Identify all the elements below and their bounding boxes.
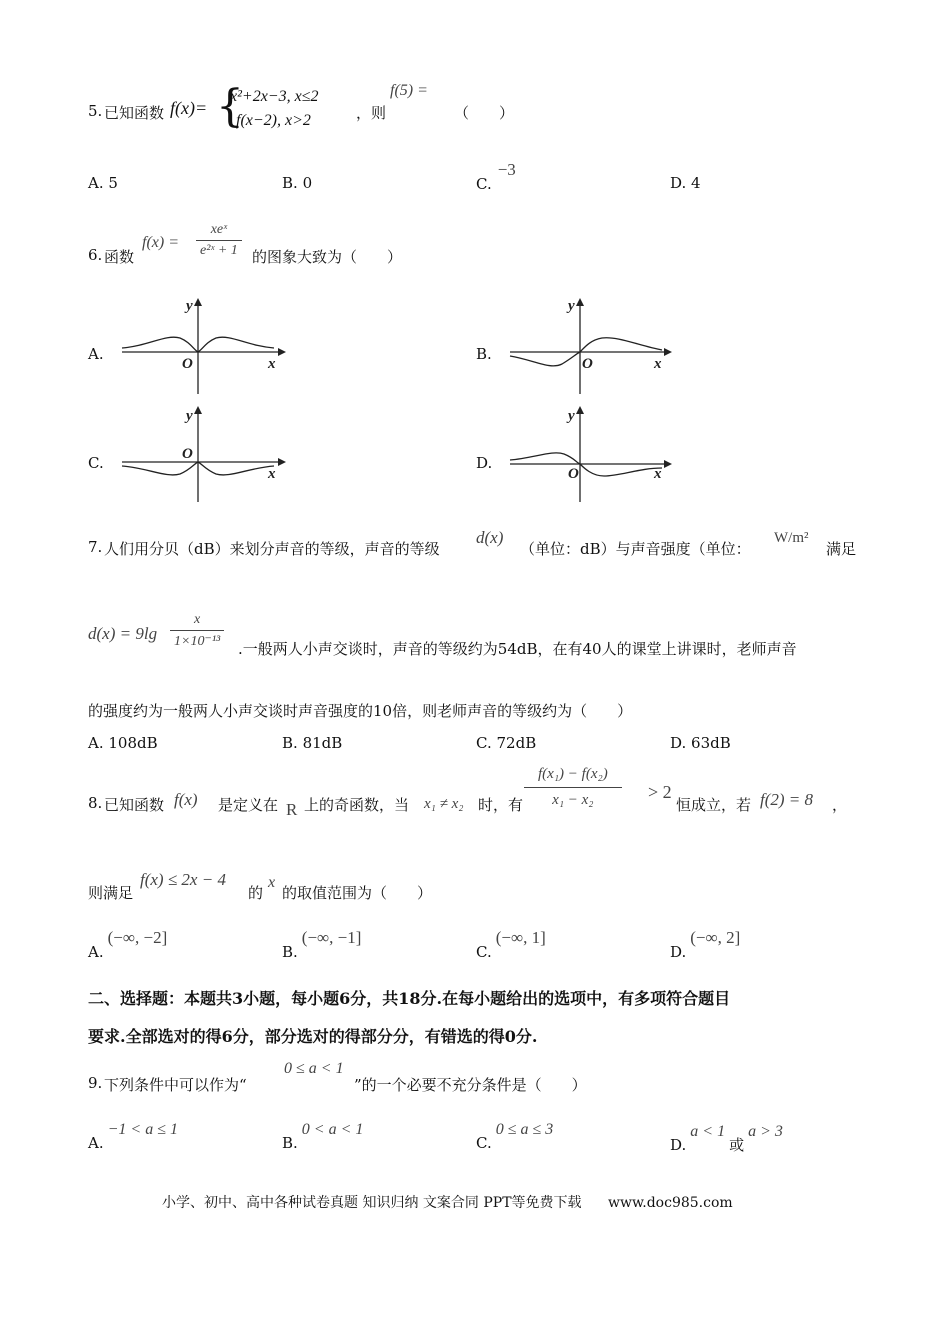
q5-mid: ，则	[356, 104, 387, 122]
q6-graph-d-letter[interactable]: D.	[476, 454, 493, 472]
q7-option-c[interactable]	[476, 734, 536, 752]
origin-label: O	[568, 466, 579, 482]
q7-text2: （单位：dB）与声音强度（单位：	[520, 540, 751, 558]
origin-label: O	[582, 356, 593, 372]
q5-lead: 已知函数	[104, 104, 165, 122]
option-text: (−∞, −2]	[107, 928, 168, 947]
y-label: y	[186, 298, 193, 314]
q5-target: f(5) =	[390, 82, 428, 99]
q6-tail: 的图象大致为（ ）	[252, 248, 403, 266]
q9-text1: 下列条件中可以作为“	[104, 1076, 247, 1094]
y-arrow	[194, 406, 202, 414]
option-or: 或	[729, 1136, 745, 1154]
option-letter: C.	[476, 175, 492, 193]
q8-frac-num: f(x₁) − f(x₂)	[524, 766, 622, 788]
option-letter: D.	[670, 734, 687, 752]
q6-denominator: e²ˣ + 1	[200, 243, 238, 258]
option-letter: A.	[88, 943, 104, 961]
q8-text7: 的	[248, 884, 264, 902]
option-letter: A.	[88, 734, 104, 752]
option-text: a < 1	[690, 1123, 726, 1140]
footer-url[interactable]: www.doc985.com	[607, 1195, 733, 1211]
x-arrow	[278, 458, 286, 466]
q8-text5: 恒成立，若	[676, 796, 752, 814]
q8-f2: f(2) = 8	[760, 790, 814, 809]
q5-paren: （ ）	[454, 104, 515, 122]
option-text: 0	[302, 174, 313, 192]
q7-text1: 人们用分贝（dB）来划分声音的等级，声音的等级	[104, 540, 440, 558]
option-letter: B.	[282, 174, 298, 192]
option-text: 5	[108, 174, 118, 192]
q8-gt: > 2	[648, 782, 672, 802]
option-text: 63dB	[691, 734, 731, 752]
x-label: x	[654, 356, 662, 372]
q7-option-b[interactable]	[282, 734, 342, 752]
q8-R: R	[286, 800, 298, 819]
section2-line2: 要求.全部选对的得6分，部分选对的得部分分，有错选的得0分.	[88, 1027, 538, 1046]
option-text: 81dB	[302, 734, 343, 752]
option-letter: A.	[88, 1134, 104, 1152]
q6-graph-c-letter[interactable]: C.	[88, 454, 104, 472]
q6-graph-d[interactable]	[506, 406, 681, 506]
q7-number: 7.	[88, 538, 103, 556]
option-text: −3	[497, 160, 516, 179]
x-arrow	[664, 348, 672, 356]
y-arrow	[576, 406, 584, 414]
q7-formula-lead: d(x) = 9lg	[88, 624, 158, 643]
option-text: (−∞, 2]	[690, 928, 741, 947]
y-arrow	[194, 298, 202, 306]
q6-lead: 函数	[104, 248, 135, 266]
q7-formula-num: x	[170, 612, 224, 631]
x-label: x	[268, 466, 276, 482]
q5-case1: x²+2x−3, x≤2	[230, 88, 319, 105]
option-text: (−∞, 1]	[495, 928, 546, 947]
q7-option-d[interactable]	[670, 734, 731, 752]
y-arrow	[576, 298, 584, 306]
option-letter: D.	[670, 1136, 687, 1154]
option-text: (−∞, −1]	[301, 928, 362, 947]
q5-brace: {	[216, 81, 244, 132]
q7-text4: .一般两人小声交谈时，声音的等级约为54dB，在有40人的课堂上讲课时，老师声音	[238, 640, 797, 658]
q6-f-label: f(x) =	[142, 234, 179, 251]
q5-case2: f(x−2), x>2	[236, 112, 311, 129]
option-text: 4	[691, 174, 701, 192]
x-arrow	[278, 348, 286, 356]
q7-formula-den: 1×10⁻¹³	[174, 634, 221, 649]
section2-line1: 二、选择题：本题共3小题，每小题6分，共18分.在每小题给出的选项中，有多项符合题目	[88, 989, 731, 1008]
origin-label: O	[182, 356, 193, 372]
q5-option-d[interactable]	[670, 174, 701, 192]
y-label: y	[568, 408, 575, 424]
q7-line3: 的强度约为一般两人小声交谈时声音强度的10倍，则老师声音的等级约为（ ）	[88, 702, 633, 720]
q6-numerator: xeˣ	[196, 222, 242, 241]
q6-graph-b-letter[interactable]: B.	[476, 345, 492, 363]
q8-option-a[interactable]	[88, 928, 168, 961]
footer-text: 小学、初中、高中各种试卷真题 知识归纳 文案合同 PPT等免费下载	[162, 1195, 582, 1211]
q7-option-a[interactable]	[88, 734, 158, 752]
q8-xvar: x	[268, 874, 276, 891]
q8-text1: 已知函数	[104, 796, 165, 814]
option-letter: C.	[476, 1134, 492, 1152]
q8-option-d[interactable]	[670, 928, 741, 961]
q7-unit: W/m²	[774, 530, 809, 546]
option-letter: C.	[476, 734, 492, 752]
origin-label: O	[182, 446, 193, 462]
q8-text6: 则满足	[88, 884, 134, 902]
q9-cond: 0 ≤ a < 1	[284, 1060, 344, 1077]
y-label: y	[568, 298, 575, 314]
option-letter: B.	[282, 1134, 298, 1152]
option-letter: D.	[670, 174, 687, 192]
q8-comma: ，	[832, 796, 848, 814]
q7-formula-fraction	[170, 612, 224, 650]
q7-dx: d(x)	[476, 528, 504, 547]
q6-fraction	[196, 222, 242, 259]
q8-text3: 上的奇函数，当	[304, 796, 410, 814]
q9-number: 9.	[88, 1074, 103, 1092]
q8-ineq: f(x) ≤ 2x − 4	[140, 870, 226, 889]
footer	[162, 1192, 733, 1212]
option-text: 108dB	[108, 734, 158, 752]
x-label: x	[268, 356, 276, 372]
option-letter: B.	[282, 943, 298, 961]
q5-f-label: f(x)=	[170, 98, 208, 118]
option-letter: D.	[670, 943, 687, 961]
option-text: 72dB	[496, 734, 537, 752]
q8-text2: 是定义在	[218, 796, 279, 814]
q8-option-b[interactable]	[282, 928, 362, 961]
q6-graph-a[interactable]	[118, 298, 288, 398]
q9-text2: ”的一个必要不充分条件是（ ）	[354, 1076, 587, 1094]
q5-option-c[interactable]	[476, 160, 516, 194]
q6-number: 6.	[88, 246, 103, 264]
option-letter: A.	[88, 174, 104, 192]
q8-text8: 的取值范围为（ ）	[282, 884, 433, 902]
q9-option-c[interactable]	[476, 1120, 554, 1154]
option-letter: B.	[282, 734, 298, 752]
q8-number: 8.	[88, 794, 103, 812]
q8-cond: x₁ ≠ x₂	[424, 796, 464, 812]
option-letter: C.	[476, 943, 492, 961]
option-text: −1 < a ≤ 1	[107, 1121, 178, 1138]
q6-graph-b[interactable]	[506, 298, 681, 398]
x-arrow	[664, 460, 672, 468]
option-text: 0 ≤ a ≤ 3	[495, 1121, 554, 1138]
q5-number: 5.	[88, 102, 103, 120]
option-text-2: a > 3	[748, 1123, 783, 1140]
q5-option-a[interactable]	[88, 174, 118, 192]
q5-option-b[interactable]	[282, 174, 312, 192]
q8-option-c[interactable]	[476, 928, 546, 961]
q8-fx: f(x)	[174, 790, 198, 809]
q8-frac-den: x₁ − x₂	[552, 792, 594, 808]
q8-text4: 时，有	[478, 796, 524, 814]
option-text: 0 < a < 1	[301, 1121, 364, 1138]
q6-graph-a-letter[interactable]: A.	[88, 345, 104, 363]
q7-text3: 满足	[826, 540, 857, 558]
y-label: y	[186, 408, 193, 424]
q9-option-a[interactable]	[88, 1120, 178, 1154]
q9-option-b[interactable]	[282, 1120, 364, 1154]
q6-graph-c[interactable]	[118, 406, 288, 506]
q8-fraction	[524, 766, 622, 809]
q9-option-d[interactable]	[670, 1120, 783, 1154]
x-label: x	[654, 466, 662, 482]
